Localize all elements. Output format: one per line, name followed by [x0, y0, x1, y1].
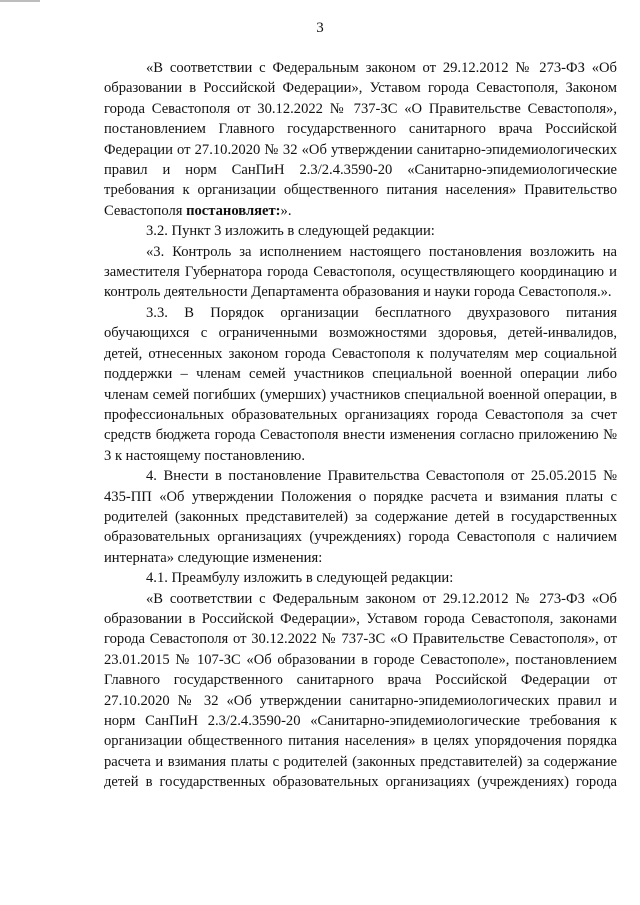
- scan-edge-mark: [0, 0, 40, 2]
- paragraph-preamble-3-1: [104, 58, 617, 221]
- paragraph-item-4: 4. Внести в постановление Правительства Севастополя от 25.05.2015 № 435-ПП «Об утверждении Положения о порядке расчета и взимания платы с родителей (законных представителей) за содержание детей в государственных образовательных организациях (учреждениях) города Севастополя с наличием интерната» следующие изменения:: [104, 468, 617, 566]
- paragraph-tail: ».: [280, 202, 292, 219]
- paragraph-item-3-2: 3.2. Пункт 3 изложить в следующей редакции:: [146, 223, 435, 240]
- paragraph-item-3-3: 3.3. В Порядок организации бесплатного двухразового питания обучающихся с ограниченными возможностями здоровья, детей-инвалидов, детей, отнесенных законом города Севастополя к получателям мер социальной поддержки – членам семей участников специальной военной операции либо членам семей погибших (умерших) участников специальной военной операции, в профессиональных образовательных организациях города Севастополя за счет средств бюджета города Севастополя внести изменения согласно приложению № 3 к настоящему постановлению.: [104, 304, 617, 464]
- paragraph-item-4-1: 4.1. Преамбулу изложить в следующей редакции:: [146, 570, 454, 587]
- document-body: [104, 58, 617, 793]
- paragraph-bold-text: постановляет:: [186, 202, 281, 219]
- page-number: 3: [316, 20, 324, 36]
- paragraph-text: «В соответствии с Федеральным законом от 29.12.2012 № 273-ФЗ «Об образовании в Российской Федерации», Уставом города Севастополя, Законом города Севастополя от 30.12.2022 № 737-ЗС «О Правительстве Севастополя», постановлением Главного государственного санитарного врача Российской Федерации от 27.10.2020 № 32 «Об утверждении санитарно-эпидемиологических правил и норм СанПиН 2.3/2.4.3590-20 «Санитарно-эпидемиологические требования к организации общественного питания населения» Правительство Севастополя: [104, 60, 617, 219]
- paragraph-control-clause: «3. Контроль за исполнением настоящего постановления возложить на заместителя Губернатора города Севастополя, осуществляющего координацию и контроль деятельности Департамента образования и науки города Севастополя.».: [104, 243, 617, 301]
- paragraph-preamble-4-1: «В соответствии с Федеральным законом от 29.12.2012 № 273-ФЗ «Об образовании в Российской Федерации», Уставом города Севастополя, законами города Севастополя от 30.12.2022 № 737-ЗС «О Правительстве Севастополя», от 23.01.2015 № 107-ЗС «Об образовании в городе Севастополе», постановлением Главного государственного санитарного врача Российской Федерации от 27.10.2020 № 32 «Об утверждении санитарно-эпидемиологических правил и норм СанПиН 2.3/2.4.3590-20 «Санитарно-эпидемиологические требования к организации общественного питания населения» в целях упорядочения порядка расчета и взимания платы с родителей (законных представителей) за содержание детей в государственных образовательных организациях (учреждениях) города: [104, 590, 617, 791]
